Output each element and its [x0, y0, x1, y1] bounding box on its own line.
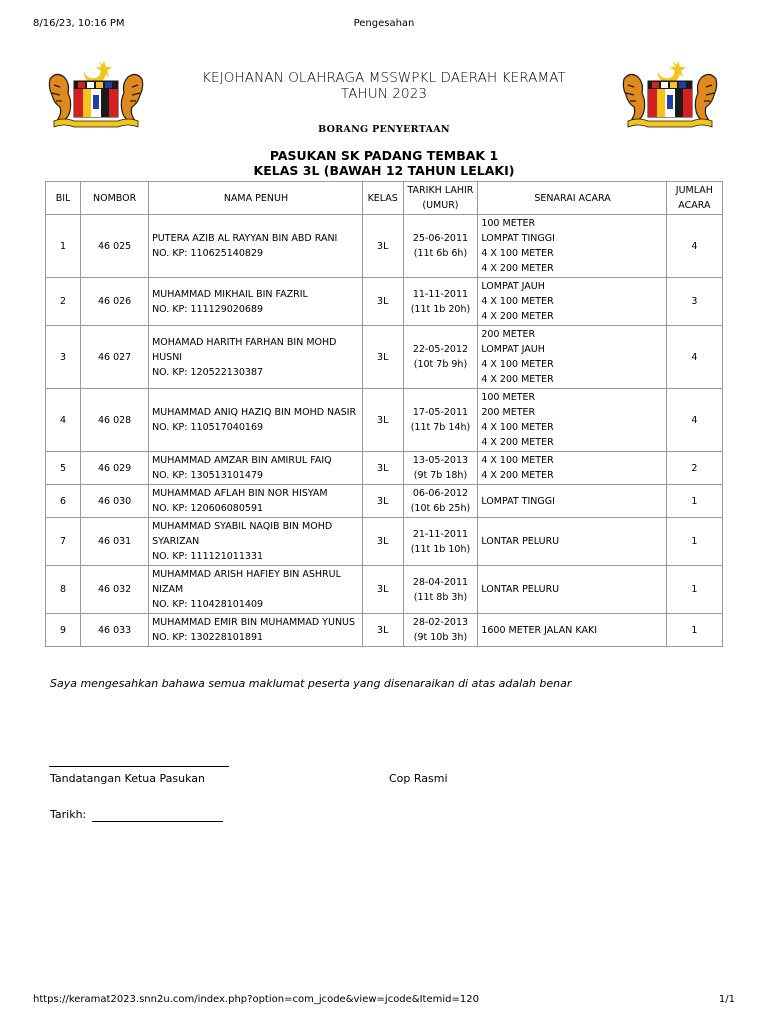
cell-kelas: 3L: [362, 452, 403, 485]
cell-senarai-acara: [478, 614, 666, 647]
cell-kelas: 3L: [362, 215, 403, 278]
cell-nombor: 46 026: [81, 278, 149, 326]
team-name: PASUKAN SK PADANG TEMBAK 1: [269, 148, 499, 163]
cell-tarikh-lahir: [403, 215, 478, 278]
cell-nombor: 46 032: [81, 566, 149, 614]
age: (10t 7b 9h): [413, 359, 468, 370]
form-title: BORANG PENYERTAAN: [318, 124, 450, 135]
team-class: KELAS 3L (BAWAH 12 TAHUN LELAKI): [253, 163, 515, 178]
event-item: LOMPAT JAUH: [481, 344, 545, 355]
event-item: 4 X 200 METER: [481, 311, 554, 322]
cell-nombor: 46 027: [81, 326, 149, 389]
cell-bil: 7: [46, 518, 81, 566]
name-line: MOHAMAD HARITH FARHAN BIN MOHD: [152, 336, 337, 348]
cell-nama-penuh: [149, 326, 363, 389]
coat-of-arms-icon: [618, 57, 722, 133]
cell-tarikh-lahir: [403, 452, 478, 485]
header-jumlah-line2: ACARA: [678, 200, 711, 211]
name-line: NO. KP: 110428101409: [152, 599, 264, 610]
cell-kelas: 3L: [362, 389, 403, 452]
cell-nama-penuh: [149, 518, 363, 566]
event-item: 4 X 100 METER: [481, 296, 554, 307]
name-line: NO. KP: 130513101479: [152, 470, 264, 481]
cell-kelas: 3L: [362, 326, 403, 389]
table-header-row: [46, 182, 723, 215]
table-row: [46, 452, 723, 485]
name-line: NO. KP: 120606080591: [152, 503, 264, 514]
birth-date: 17-05-2011: [412, 407, 469, 418]
signature-line[interactable]: [49, 766, 229, 767]
cell-tarikh-lahir: [403, 614, 478, 647]
table-row: [46, 485, 723, 518]
cell-kelas: 3L: [362, 278, 403, 326]
cell-senarai-acara: [478, 518, 666, 566]
table-row: [46, 278, 723, 326]
cell-nama-penuh: [149, 566, 363, 614]
cell-senarai-acara: [478, 326, 666, 389]
birth-date: 28-04-2011: [412, 576, 469, 588]
age: (10t 6b 25h): [410, 503, 471, 514]
header-nama: NAMA PENUH: [149, 182, 363, 215]
header-bil: BIL: [46, 182, 81, 215]
name-line: MUHAMMAD AFLAH BIN NOR HISYAM: [152, 488, 328, 499]
cell-bil: 4: [46, 389, 81, 452]
cell-kelas: 3L: [362, 566, 403, 614]
cell-jumlah-acara: 1: [666, 566, 722, 614]
cell-nombor: 46 025: [81, 215, 149, 278]
event-title-line1: KEJOHANAN OLAHRAGA MSSWPKL DAERAH KERAMAT: [202, 70, 566, 86]
cell-nama-penuh: [149, 614, 363, 647]
event-item: 200 METER: [481, 329, 536, 340]
cell-tarikh-lahir: [403, 326, 478, 389]
cell-senarai-acara: [478, 278, 666, 326]
event-item: 4 X 100 METER: [481, 455, 554, 466]
cell-jumlah-acara: 1: [666, 518, 722, 566]
name-line: NO. KP: 111129020689: [152, 303, 264, 315]
event-item: 1600 METER JALAN KAKI: [481, 624, 598, 636]
birth-date: 25-06-2011: [412, 233, 469, 244]
name-line: MUHAMMAD MIKHAIL BIN FAZRIL: [152, 288, 308, 300]
cell-kelas: 3L: [362, 614, 403, 647]
entries-table: [45, 181, 723, 647]
print-date: 8/16/23, 10:16 PM: [33, 18, 125, 29]
official-stamp-label: Cop Rasmi: [389, 772, 448, 785]
cell-tarikh-lahir: [403, 566, 478, 614]
event-item: LOMPAT TINGGI: [481, 495, 555, 507]
cell-nama-penuh: [149, 215, 363, 278]
name-line: NIZAM: [152, 584, 184, 595]
cell-senarai-acara: [478, 452, 666, 485]
cell-bil: 3: [46, 326, 81, 389]
cell-jumlah-acara: 2: [666, 452, 722, 485]
cell-bil: 1: [46, 215, 81, 278]
age: (11t 7b 14h): [410, 422, 471, 433]
name-line: NO. KP: 111121011331: [152, 551, 264, 562]
cell-bil: 2: [46, 278, 81, 326]
name-line: MUHAMMAD ARISH HAFIEY BIN ASHRUL: [152, 569, 341, 580]
name-line: MUHAMMAD AMZAR BIN AMIRUL FAIQ: [152, 455, 332, 466]
name-line: NO. KP: 120522130387: [152, 366, 264, 378]
cell-nama-penuh: [149, 278, 363, 326]
cell-nombor: 46 029: [81, 452, 149, 485]
cell-kelas: 3L: [362, 518, 403, 566]
birth-date: 06-06-2012: [412, 488, 469, 499]
header-jumlah-line1: JUMLAH: [675, 185, 713, 196]
table-row: [46, 518, 723, 566]
signature-label: Tandatangan Ketua Pasukan: [50, 772, 205, 785]
event-item: LOMPAT JAUH: [481, 281, 545, 292]
event-item: 100 METER: [481, 218, 536, 229]
header-tarikh-lahir: [403, 182, 478, 215]
birth-date: 28-02-2013: [412, 617, 469, 628]
event-item: 4 X 200 METER: [481, 470, 554, 481]
table-row: [46, 566, 723, 614]
name-line: PUTERA AZIB AL RAYYAN BIN ABD RANI: [152, 233, 338, 244]
age: (9t 7b 18h): [413, 470, 468, 481]
event-item: LOMPAT TINGGI: [481, 233, 555, 244]
cell-jumlah-acara: 1: [666, 614, 722, 647]
birth-date: 22-05-2012: [412, 344, 469, 355]
header-jumlah-acara: [666, 182, 722, 215]
header-kelas: KELAS: [362, 182, 403, 215]
name-line: NO. KP: 110625140829: [152, 248, 264, 259]
event-item: 4 X 100 METER: [481, 248, 554, 259]
header-nombor: NOMBOR: [81, 182, 149, 215]
cell-kelas: 3L: [362, 485, 403, 518]
coat-of-arms-icon: [44, 57, 148, 133]
age: (11t 1b 10h): [410, 543, 471, 555]
cell-tarikh-lahir: [403, 389, 478, 452]
cell-nombor: 46 030: [81, 485, 149, 518]
coat-of-arms-left: [44, 57, 148, 133]
age: (9t 10b 3h): [413, 632, 468, 643]
cell-senarai-acara: [478, 485, 666, 518]
event-title-line2: TAHUN 2023: [340, 86, 428, 102]
birth-date: 21-11-2011: [412, 528, 469, 540]
print-page-title: Pengesahan: [353, 18, 415, 29]
team-title: [0, 148, 768, 178]
event-item: 100 METER: [481, 392, 536, 403]
cell-senarai-acara: [478, 566, 666, 614]
cell-bil: 5: [46, 452, 81, 485]
cell-nombor: 46 033: [81, 614, 149, 647]
cell-jumlah-acara: 4: [666, 215, 722, 278]
cell-nama-penuh: [149, 485, 363, 518]
name-line: MUHAMMAD ANIQ HAZIQ BIN MOHD NASIR: [152, 407, 357, 418]
header-senarai-acara: SENARAI ACARA: [478, 182, 666, 215]
name-line: NO. KP: 130228101891: [152, 632, 264, 643]
print-footer: [33, 994, 735, 1008]
event-title: [140, 70, 628, 102]
event-item: LONTAR PELURU: [481, 584, 560, 595]
cell-senarai-acara: [478, 215, 666, 278]
page-number: 1/1: [718, 994, 735, 1005]
cell-bil: 8: [46, 566, 81, 614]
table-row: [46, 389, 723, 452]
cell-bil: 6: [46, 485, 81, 518]
event-item: 4 X 100 METER: [481, 422, 554, 433]
cell-tarikh-lahir: [403, 278, 478, 326]
date-label: Tarikh:: [50, 808, 87, 821]
coat-of-arms-right: [618, 57, 722, 133]
header-dob-line1: TARIKH LAHIR: [407, 185, 474, 196]
header-dob-line2: (UMUR): [422, 200, 459, 211]
cell-jumlah-acara: 4: [666, 389, 722, 452]
event-item: 4 X 200 METER: [481, 374, 554, 385]
cell-nombor: 46 028: [81, 389, 149, 452]
cell-tarikh-lahir: [403, 485, 478, 518]
event-item: 200 METER: [481, 407, 536, 418]
cell-jumlah-acara: 3: [666, 278, 722, 326]
cell-jumlah-acara: 1: [666, 485, 722, 518]
cell-nama-penuh: [149, 389, 363, 452]
name-line: HUSNI: [152, 351, 183, 363]
table-row: [46, 326, 723, 389]
page-url: https://keramat2023.snn2u.com/index.php?option=com_jcode&view=jcode&Itemid=120: [33, 994, 479, 1005]
date-line[interactable]: [92, 821, 223, 822]
event-item: 4 X 200 METER: [481, 263, 554, 274]
birth-date: 11-11-2011: [412, 288, 469, 300]
cell-bil: 9: [46, 614, 81, 647]
cell-nama-penuh: [149, 452, 363, 485]
name-line: MUHAMMAD SYABIL NAQIB BIN MOHD: [152, 521, 333, 532]
event-item: 4 X 200 METER: [481, 437, 554, 448]
event-item: LONTAR PELURU: [481, 536, 560, 547]
age: (11t 8b 3h): [413, 591, 468, 603]
print-header: [33, 18, 735, 32]
name-line: SYARIZAN: [152, 536, 200, 547]
age: (11t 1b 20h): [410, 303, 471, 315]
cell-nombor: 46 031: [81, 518, 149, 566]
cell-jumlah-acara: 4: [666, 326, 722, 389]
age: (11t 6b 6h): [413, 248, 468, 259]
declaration-text: Saya mengesahkan bahawa semua maklumat peserta yang disenaraikan di atas adalah benar: [50, 677, 572, 690]
table-row: [46, 215, 723, 278]
name-line: NO. KP: 110517040169: [152, 422, 264, 433]
cell-senarai-acara: [478, 389, 666, 452]
event-item: 4 X 100 METER: [481, 359, 554, 370]
birth-date: 13-05-2013: [412, 455, 469, 466]
name-line: MUHAMMAD EMIR BIN MUHAMMAD YUNUS: [152, 617, 356, 628]
cell-tarikh-lahir: [403, 518, 478, 566]
table-row: [46, 614, 723, 647]
